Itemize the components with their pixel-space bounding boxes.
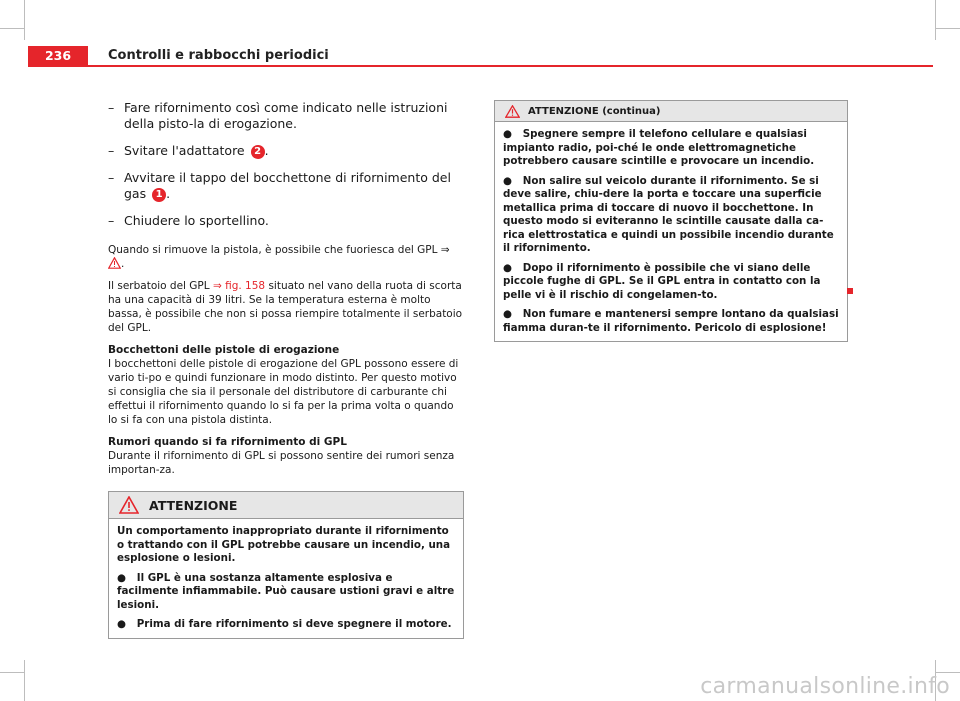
page-number: 236	[28, 46, 88, 65]
warning-title: ATTENZIONE	[149, 497, 238, 513]
crop-mark	[936, 28, 960, 29]
step-text: Avvitare il tappo del bocchettone di rifornimento del gas	[124, 170, 451, 201]
warning-box	[108, 491, 464, 639]
step-item: – Chiudere lo sportellino.	[108, 213, 269, 228]
warning-bullet: ● Il GPL è una sostanza altamente esplosiva e facilmente infiammabile. Può causare ustioni gravi e altre lesioni.	[117, 571, 455, 611]
paragraph: Durante il rifornimento di GPL si possono sentire dei rumori senza importan-za.	[108, 450, 455, 476]
callout-badge: 1	[152, 188, 166, 202]
warning-body	[495, 122, 847, 341]
paragraph: Quando si rimuove la pistola, è possibile che fuoriesca del GPL ⇒ .	[108, 244, 450, 270]
warning-bullet: ● Prima di fare rifornimento si deve spegnere il motore.	[117, 618, 452, 630]
warning-bullet: ● Dopo il rifornimento è possibile che vi siano delle piccole fughe di GPL. Se il GPL entra in contatto con la pelle vi è il rischio di congelamen-to.	[503, 261, 821, 301]
watermark: carmanualsonline.info	[700, 674, 950, 699]
warning-bullet: ● Spegnere sempre il telefono cellulare e qualsiasi impianto radio, poi-ché le onde elettromagnetiche potrebbero causare scintille e provocare un incendio.	[503, 128, 815, 167]
warning-box-continued	[494, 100, 848, 342]
warning-bullet: ● Non salire sul veicolo durante il rifornimento. Se si deve salire, chiu-dere la porta e toccare una superficie metallica prima di toccare di nuovo il bocchettone. In questo modo si eviteranno le scintille causate dalla ca-rica elettrostatica e quindi un possibile incendio durante il rifornimento.	[503, 174, 834, 254]
section-end-marker	[847, 288, 853, 294]
step-item: – Svitare l'adattatore 2 .	[108, 143, 269, 158]
warning-header	[109, 492, 463, 519]
warning-bullet: ● Non fumare e mantenersi sempre lontano da qualsiasi fiamma duran-te il rifornimento. Pericolo di esplosione!	[503, 308, 839, 334]
warning-title: ATTENZIONE (continua)	[528, 105, 661, 117]
crop-mark	[936, 672, 960, 673]
crop-mark	[24, 660, 25, 701]
warning-text: Un comportamento inappropriato durante il rifornimento o trattando con il GPL potrebbe causare un incendio, una esplosione o lesioni.	[117, 525, 451, 564]
right-column	[494, 100, 848, 342]
step-text: Svitare l'adattatore	[124, 143, 245, 158]
step-item: – Fare rifornimento così come indicato nelle istruzioni della pisto-la di erogazione.	[108, 100, 448, 131]
warning-triangle-icon	[108, 257, 121, 269]
header-rule	[28, 65, 933, 67]
crop-mark	[0, 672, 24, 673]
step-item: – Avvitare il tappo del bocchettone di rifornimento del gas 1 .	[108, 170, 451, 201]
crop-mark	[935, 0, 936, 40]
step-text: Chiudere lo sportellino.	[124, 213, 269, 228]
section-heading: Bocchettoni delle pistole di erogazione	[108, 344, 340, 356]
warning-body	[109, 519, 463, 638]
callout-badge: 2	[251, 145, 265, 159]
warning-header	[495, 101, 847, 122]
left-column	[108, 100, 464, 639]
page-title: Controlli e rabbocchi periodici	[108, 48, 329, 63]
paragraph: Il serbatoio del GPL ⇒ fig. 158 situato nel vano della ruota di scorta ha una capacità di 39 litri. Se la temperatura esterna è molto bassa, è possibile che non si possa riempire totalmente il serbatoio del GPL.	[108, 280, 463, 334]
step-text: Fare rifornimento così come indicato nelle istruzioni della pisto-la di erogazione.	[124, 100, 448, 131]
paragraph: I bocchettoni delle pistole di erogazione del GPL possono essere di vario ti-po e quindi funzionare in modo distinto. Per questo motivo si consiglia che sia il personale del distributore di carburante chi effettui il rifornimento quando lo si fa per la prima volta o quando lo si fa con una pistola distinta.	[108, 358, 459, 426]
warning-triangle-icon	[119, 496, 139, 514]
warning-triangle-icon	[505, 105, 520, 118]
section-heading: Rumori quando si fa rifornimento di GPL	[108, 436, 347, 448]
figure-link[interactable]: ⇒ fig. 158	[212, 280, 266, 292]
crop-mark	[0, 28, 24, 29]
crop-mark	[24, 0, 25, 40]
